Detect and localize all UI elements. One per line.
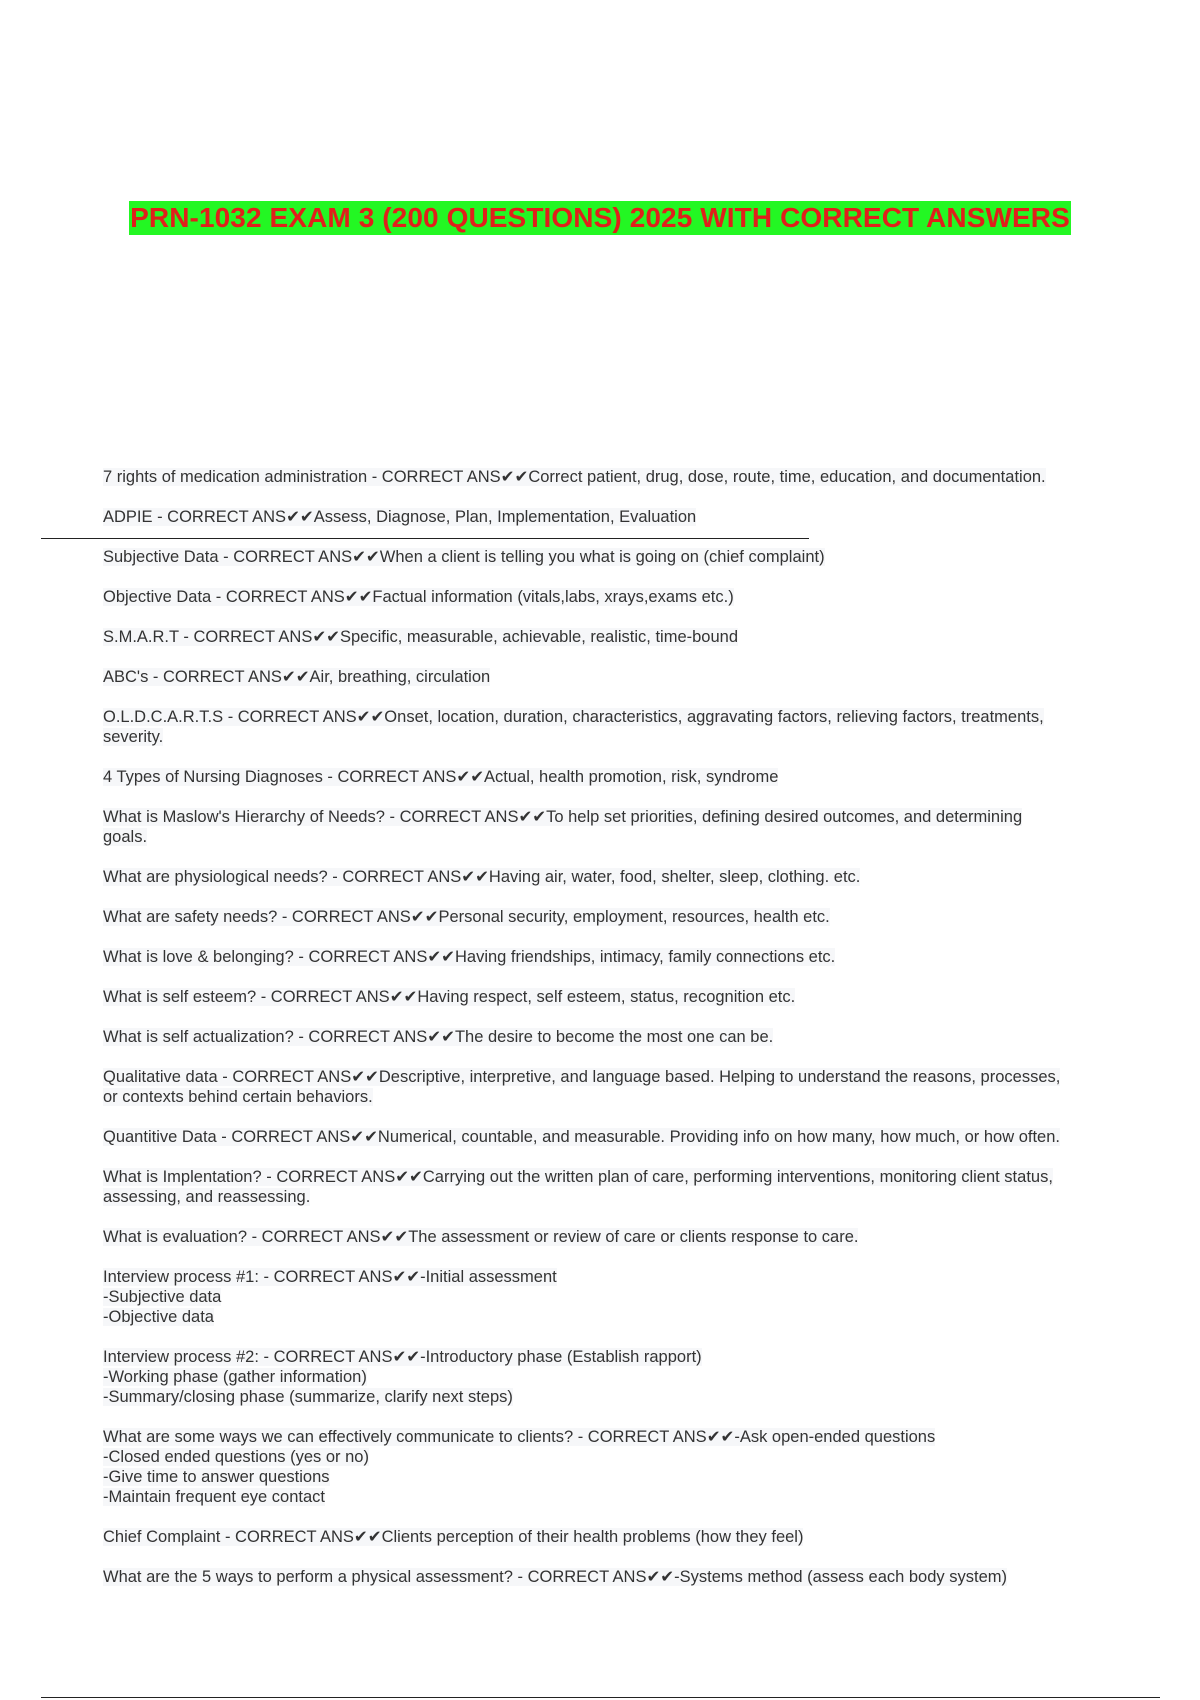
qa-item bbox=[103, 1027, 1103, 1047]
qa-item bbox=[103, 1167, 1103, 1207]
qa-line-text: ADPIE - CORRECT ANS✔✔Assess, Diagnose, Plan, Implementation, Evaluation bbox=[103, 508, 697, 526]
qa-answer-continuation-line bbox=[103, 827, 1103, 847]
qa-question-line bbox=[103, 767, 1103, 787]
qa-item bbox=[103, 667, 1103, 687]
qa-question-line bbox=[103, 627, 1103, 647]
qa-line-text: O.L.D.C.A.R.T.S - CORRECT ANS✔✔Onset, location, duration, characteristics, aggravating factors, relieving factors, treatments, bbox=[103, 708, 1044, 726]
qa-line-text: What is Implentation? - CORRECT ANS✔✔Carrying out the written plan of care, performing interventions, monitoring client status, bbox=[103, 1168, 1053, 1186]
qa-item bbox=[103, 867, 1103, 887]
qa-line-text: -Summary/closing phase (summarize, clarify next steps) bbox=[103, 1388, 513, 1406]
qa-answer-continuation-line bbox=[103, 1387, 1103, 1407]
qa-item bbox=[103, 987, 1103, 1007]
qa-line-text: 7 rights of medication administration - CORRECT ANS✔✔Correct patient, drug, dose, route, time, education, and documentation. bbox=[103, 468, 1046, 486]
qa-item bbox=[103, 1567, 1103, 1587]
qa-item bbox=[103, 587, 1103, 607]
qa-item bbox=[103, 1267, 1103, 1327]
qa-line-text: What is self actualization? - CORRECT ANS✔✔The desire to become the most one can be. bbox=[103, 1028, 774, 1046]
qa-question-line bbox=[103, 587, 1103, 607]
qa-line-text: ABC's - CORRECT ANS✔✔Air, breathing, circulation bbox=[103, 668, 491, 686]
qa-question-line bbox=[103, 867, 1103, 887]
qa-line-text: What are physiological needs? - CORRECT ANS✔✔Having air, water, food, shelter, sleep, clothing. etc. bbox=[103, 868, 861, 886]
qa-line-text: Subjective Data - CORRECT ANS✔✔When a client is telling you what is going on (chief complaint) bbox=[103, 548, 825, 566]
qa-line-text: What is love & belonging? - CORRECT ANS✔✔Having friendships, intimacy, family connections etc. bbox=[103, 948, 836, 966]
qa-question-line bbox=[103, 467, 1103, 487]
qa-line-text: -Closed ended questions (yes or no) bbox=[103, 1448, 369, 1466]
qa-question-line bbox=[103, 1167, 1103, 1187]
question-answer-list bbox=[103, 467, 1103, 1607]
qa-question-line bbox=[103, 1427, 1103, 1447]
qa-line-text: Interview process #2: - CORRECT ANS✔✔-Introductory phase (Establish rapport) bbox=[103, 1348, 702, 1366]
qa-line-text: What is Maslow's Hierarchy of Needs? - CORRECT ANS✔✔To help set priorities, defining desired outcomes, and determining bbox=[103, 808, 1023, 826]
qa-question-line bbox=[103, 947, 1103, 967]
qa-answer-continuation-line bbox=[103, 1307, 1103, 1327]
qa-line-text: Quantitive Data - CORRECT ANS✔✔Numerical, countable, and measurable. Providing info on how many, how much, or how often. bbox=[103, 1128, 1060, 1146]
qa-line-text: Qualitative data - CORRECT ANS✔✔Descriptive, interpretive, and language based. Helping to understand the reasons, processes, bbox=[103, 1068, 1061, 1086]
qa-question-line bbox=[103, 907, 1103, 927]
qa-item bbox=[103, 907, 1103, 927]
document-title: PRN-1032 EXAM 3 (200 QUESTIONS) 2025 WITH CORRECT ANSWERS bbox=[130, 202, 1070, 233]
qa-question-line bbox=[103, 1527, 1103, 1547]
qa-question-line bbox=[103, 1027, 1103, 1047]
qa-question-line bbox=[103, 1347, 1103, 1367]
qa-answer-continuation-line bbox=[103, 1087, 1103, 1107]
qa-question-line bbox=[103, 547, 1103, 567]
qa-line-text: Interview process #1: - CORRECT ANS✔✔-Initial assessment bbox=[103, 1268, 557, 1286]
qa-line-text: What are the 5 ways to perform a physical assessment? - CORRECT ANS✔✔-Systems method (assess each body system) bbox=[103, 1568, 1007, 1586]
qa-item bbox=[103, 1527, 1103, 1547]
qa-line-text: -Subjective data bbox=[103, 1288, 222, 1306]
qa-question-line bbox=[103, 1567, 1103, 1587]
qa-item bbox=[103, 1427, 1103, 1507]
qa-item bbox=[103, 767, 1103, 787]
qa-question-line bbox=[103, 667, 1103, 687]
qa-line-text: goals. bbox=[103, 828, 148, 846]
qa-line-text: What are some ways we can effectively communicate to clients? - CORRECT ANS✔✔-Ask open-ended questions bbox=[103, 1428, 936, 1446]
qa-answer-continuation-line bbox=[103, 1447, 1103, 1467]
qa-answer-continuation-line bbox=[103, 1487, 1103, 1507]
qa-question-line bbox=[103, 1067, 1103, 1087]
qa-line-text: assessing, and reassessing. bbox=[103, 1188, 311, 1206]
qa-line-text: Chief Complaint - CORRECT ANS✔✔Clients perception of their health problems (how they feel) bbox=[103, 1528, 804, 1546]
qa-answer-continuation-line bbox=[103, 727, 1103, 747]
page-bottom-rule bbox=[41, 1697, 1160, 1698]
qa-question-line bbox=[103, 807, 1103, 827]
qa-line-text: 4 Types of Nursing Diagnoses - CORRECT ANS✔✔Actual, health promotion, risk, syndrome bbox=[103, 768, 779, 786]
qa-item bbox=[103, 807, 1103, 847]
qa-line-text: or contexts behind certain behaviors. bbox=[103, 1088, 373, 1106]
qa-line-text: What are safety needs? - CORRECT ANS✔✔Personal security, employment, resources, health etc. bbox=[103, 908, 830, 926]
qa-item bbox=[103, 507, 1103, 527]
qa-answer-continuation-line bbox=[103, 1287, 1103, 1307]
qa-line-text: Objective Data - CORRECT ANS✔✔Factual information (vitals,labs, xrays,exams etc.) bbox=[103, 588, 734, 606]
qa-item bbox=[103, 1067, 1103, 1107]
qa-answer-continuation-line bbox=[103, 1187, 1103, 1207]
qa-item bbox=[103, 547, 1103, 567]
qa-question-line bbox=[103, 1227, 1103, 1247]
qa-question-line bbox=[103, 1127, 1103, 1147]
qa-line-text: -Working phase (gather information) bbox=[103, 1368, 367, 1386]
qa-question-line bbox=[103, 1267, 1103, 1287]
qa-item bbox=[103, 1127, 1103, 1147]
qa-question-line bbox=[103, 707, 1103, 727]
qa-answer-continuation-line bbox=[103, 1467, 1103, 1487]
qa-line-text: -Give time to answer questions bbox=[103, 1468, 330, 1486]
qa-line-text: -Objective data bbox=[103, 1308, 214, 1326]
qa-line-text: -Maintain frequent eye contact bbox=[103, 1488, 325, 1506]
qa-item bbox=[103, 1227, 1103, 1247]
qa-item bbox=[103, 707, 1103, 747]
title-wrapper bbox=[0, 201, 1200, 235]
qa-item bbox=[103, 467, 1103, 487]
qa-answer-continuation-line bbox=[103, 1367, 1103, 1387]
qa-line-text: What is self esteem? - CORRECT ANS✔✔Having respect, self esteem, status, recognition etc. bbox=[103, 988, 796, 1006]
qa-line-text: S.M.A.R.T - CORRECT ANS✔✔Specific, measurable, achievable, realistic, time-bound bbox=[103, 628, 739, 646]
qa-item bbox=[103, 947, 1103, 967]
qa-line-text: What is evaluation? - CORRECT ANS✔✔The assessment or review of care or clients response to care. bbox=[103, 1228, 859, 1246]
qa-line-text: severity. bbox=[103, 728, 164, 746]
qa-item bbox=[103, 1347, 1103, 1407]
qa-question-line bbox=[103, 987, 1103, 1007]
qa-question-line bbox=[103, 507, 1103, 527]
qa-item bbox=[103, 627, 1103, 647]
